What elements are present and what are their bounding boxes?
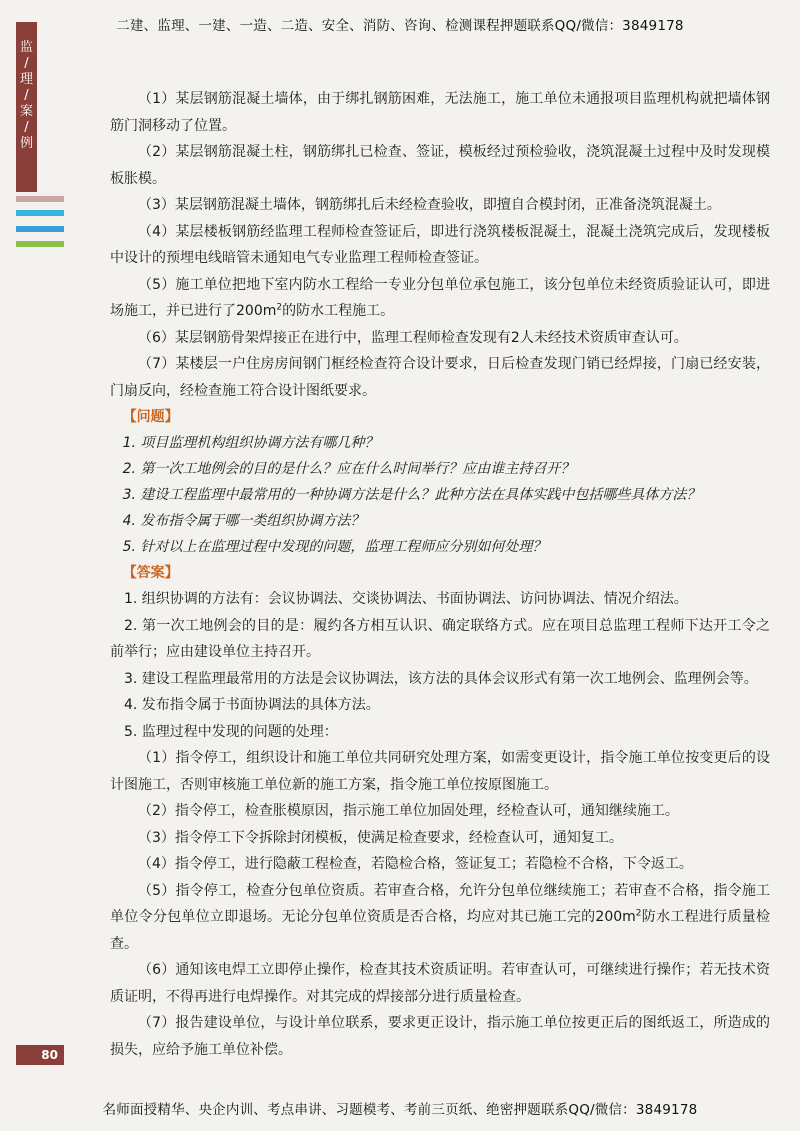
case-item: （1）某层钢筋混凝土墙体，由于绑扎钢筋困难，无法施工，施工单位未通报项目监理机构就把墙体钢筋门洞移动了位置。 (110, 91, 770, 134)
question-item: 5. 针对以上在监理过程中发现的问题，监理工程师应分别如何处理？ (122, 539, 547, 555)
questions-heading: 【问题】 (122, 409, 179, 425)
case-item-text: （5）施工单位把地下室内防水工程给一专业分包单位承包施工，该分包单位未经资质验证认可，即进场施工，并已进行了200m (110, 276, 770, 319)
handling-item-text: （5）指令停工，检查分包单位资质。若审查合格，允许分包单位继续施工；若审查不合格，指令施工单位令分包单位立即退场。无论分包单位资质是否合格，均应对其已施工完的200m (110, 882, 770, 925)
decor-stripe (16, 241, 64, 247)
answer-item: 1. 组织协调的方法有：会议协调法、交谈协调法、书面协调法、访问协调法、情况介绍法。 (124, 591, 688, 607)
answer-item: 2. 第一次工地例会的目的是：履约各方相互认识、确定联络方式。应在项目总监理工程师下达开工令之前举行；应由建设单位主持召开。 (110, 617, 770, 660)
handling-item: （4）指令停工，进行隐蔽工程检查，若隐检合格，签证复工；若隐检不合格，下令返工。 (138, 856, 693, 872)
handling-item: （6）通知该电焊工立即停止操作，检查其技术资质证明。若审查认可，可继续进行操作；若无技术资质证明，不得再进行电焊操作。对其完成的焊接部分进行质量检查。 (110, 962, 770, 1005)
case-item: （7）某楼层一户住房房间钢门框经检查符合设计要求，日后检查发现门销已经焊接，门扇已经安装，门扇反向，经检查施工符合设计图纸要求。 (110, 356, 770, 399)
page-footer: 名师面授精华、央企内训、考点串讲、习题模考、考前三页纸、绝密押题联系QQ/微信：3849178 (102, 1102, 698, 1118)
side-tab-char: 案 (19, 104, 33, 119)
side-tab-char: / (24, 120, 29, 135)
side-tab-char: 监 (19, 40, 33, 55)
decor-stripe (16, 196, 64, 202)
case-item-text: 的防水工程施工。 (282, 303, 395, 319)
handling-item: （7）报告建设单位，与设计单位联系，要求更正设计，指示施工单位按更正后的图纸返工，所造成的损失，应给予施工单位补偿。 (110, 1015, 770, 1058)
decor-stripe (16, 210, 64, 216)
handling-item: （3）指令停工下令拆除封闭模板，使满足检查要求，经检查认可，通知复工。 (138, 829, 623, 846)
answer-item: 3. 建设工程监理最常用的方法是会议协调法，该方法的具体会议形式有第一次工地例会、监理例会等。 (124, 670, 758, 687)
handling-item-text: 防水工程进行质量检查。 (110, 909, 771, 952)
superscript: 2 (635, 908, 642, 919)
handling-item: （2）指令停工，检查胀模原因，指示施工单位加固处理，经检查认可，通知继续施工。 (138, 803, 679, 819)
question-item: 2. 第一次工地例会的目的是什么？应在什么时间举行？应由谁主持召开？ (122, 461, 575, 477)
page-header: 二建、监理、一建、一造、二造、安全、消防、咨询、检测课程押题联系QQ/微信：3849178 (116, 18, 684, 34)
handling-item (110, 878, 770, 958)
case-item: （4）某层楼板钢筋经监理工程师检查签证后，即进行浇筑楼板混凝土，混凝土浇筑完成后，发现楼板中设计的预埋电线暗管未通知电气专业监理工程师检查签证。 (110, 223, 770, 266)
page-content (110, 86, 770, 1063)
side-tab-char: 例 (19, 136, 33, 151)
page-number: 80 (16, 1045, 64, 1065)
case-item: （6）某层钢筋骨架焊接正在进行中，监理工程师检查发现有2人未经技术资质审查认可。 (138, 329, 688, 346)
side-tab-char: 理 (19, 72, 33, 87)
section-side-tab (16, 22, 37, 192)
handling-item: （1）指令停工，组织设计和施工单位共同研究处理方案，如需变更设计，指令施工单位按变更后的设计图施工，否则审核施工单位新的施工方案，指令施工单位按原图施工。 (110, 750, 770, 793)
case-item: （3）某层钢筋混凝土墙体，钢筋绑扎后未经检查验收，即擅自合模封闭，正准备浇筑混凝土。 (138, 197, 721, 213)
decor-stripe (16, 226, 64, 232)
side-tab-char: / (24, 88, 29, 103)
side-tab-char: / (24, 56, 29, 71)
answers-heading: 【答案】 (122, 565, 179, 581)
answer-item: 5. 监理过程中发现的问题的处理： (124, 723, 338, 740)
case-item: （2）某层钢筋混凝土柱，钢筋绑扎已检查、签证，模板经过预检验收，浇筑混凝土过程中及时发现模板胀模。 (110, 144, 770, 187)
answer-item: 4. 发布指令属于书面协调法的具体方法。 (124, 697, 380, 713)
superscript: 2 (276, 302, 283, 313)
question-item: 4. 发布指令属于哪一类组织协调方法？ (122, 513, 365, 529)
question-item: 3. 建设工程监理中最常用的一种协调方法是什么？此种方法在具体实践中包括哪些具体方法？ (122, 487, 701, 503)
question-item: 1. 项目监理机构组织协调方法有哪几种？ (122, 435, 379, 451)
case-item (110, 272, 770, 325)
